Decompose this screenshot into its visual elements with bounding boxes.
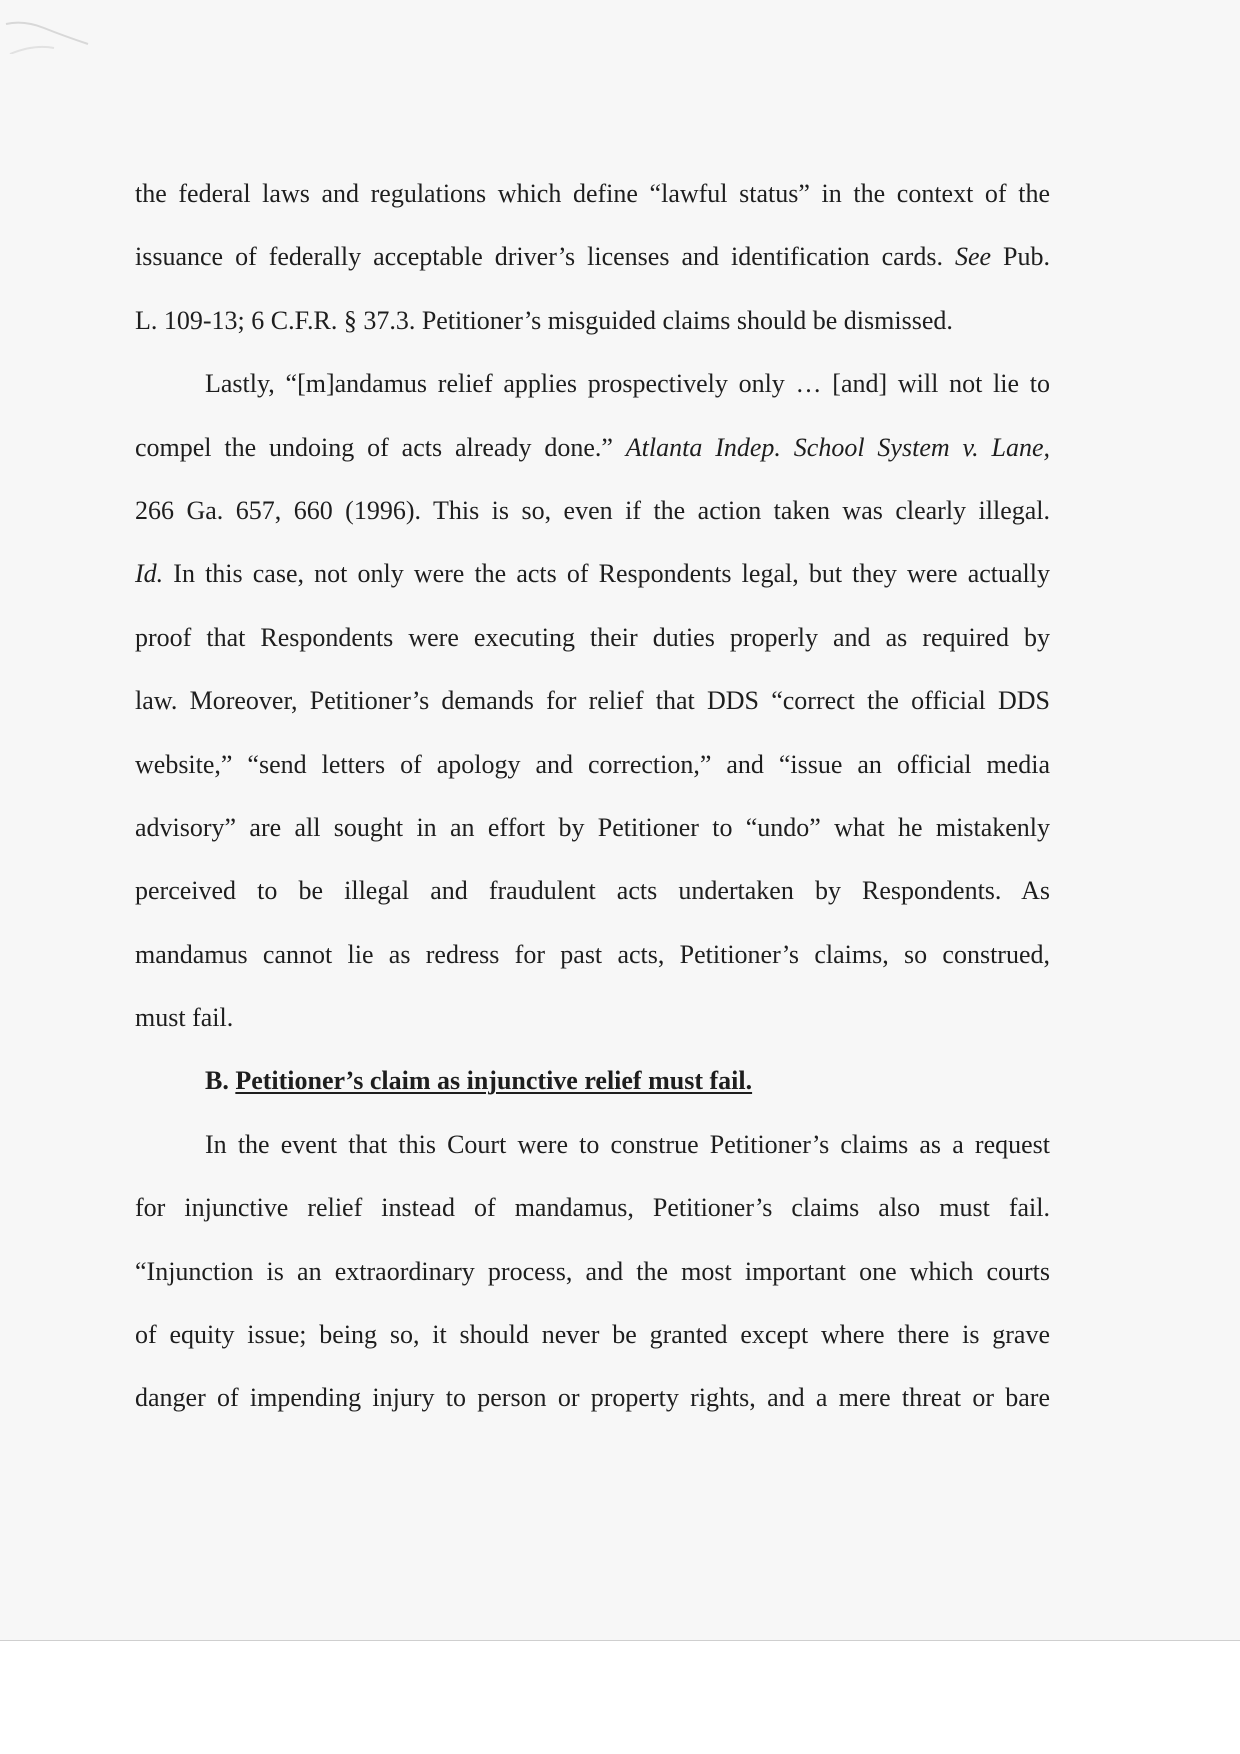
scan-background [0, 1641, 1240, 1754]
text-line: Lastly, “[m]andamus relief applies prospectively only … [and] will not lie to [205, 369, 1050, 399]
text-line: issuance of federally acceptable driver’s licenses and identification cards. See Pub. [135, 242, 1051, 272]
text-line: website,” “send letters of apology and correction,” and “issue an official media [135, 749, 1050, 779]
scan-artifact-mark [4, 14, 94, 54]
text-line: 266 Ga. 657, 660 (1996). This is so, even if the action taken was clearly illegal. [135, 495, 1050, 525]
text-line: L. 109-13; 6 C.F.R. § 37.3. Petitioner’s misguided claims should be dismissed. [135, 305, 953, 335]
text-line: proof that Respondents were executing their duties properly and as required by [135, 622, 1050, 652]
text-line: danger of impending injury to person or property rights, and a mere threat or bare [135, 1383, 1050, 1413]
text-line: “Injunction is an extraordinary process, and the most important one which courts [135, 1256, 1050, 1286]
section-title: Petitioner’s claim as injunctive relief must fail. [235, 1066, 753, 1096]
id-citation: Id. [135, 559, 164, 589]
citation-signal: See [954, 242, 992, 272]
text-line: perceived to be illegal and fraudulent acts undertaken by Respondents. As [135, 876, 1050, 906]
text-line: Id. In this case, not only were the acts of Respondents legal, but they were actually [135, 559, 1050, 589]
section-label: B. [205, 1066, 229, 1096]
text-line: mandamus cannot lie as redress for past acts, Petitioner’s claims, so construed, [135, 939, 1050, 969]
text-line: must fail. [135, 1003, 234, 1033]
case-citation: Atlanta Indep. School System v. Lane, [625, 432, 1050, 462]
text-line: of equity issue; being so, it should never be granted except where there is grave [135, 1320, 1050, 1350]
text-line: advisory” are all sought in an effort by Petitioner to “undo” what he mistakenly [135, 812, 1050, 842]
text-line: the federal laws and regulations which define “lawful status” in the context of the [135, 179, 1050, 208]
text-line: for injunctive relief instead of mandamus, Petitioner’s claims also must fail. [135, 1193, 1050, 1223]
text-line: In the event that this Court were to construe Petitioner’s claims as a request [205, 1129, 1050, 1159]
document-body [135, 162, 1050, 1430]
text-line: compel the undoing of acts already done.” Atlanta Indep. School System v. Lane, [135, 432, 1050, 462]
section-heading [135, 1049, 1050, 1112]
text-line: law. Moreover, Petitioner’s demands for relief that DDS “correct the official DDS [135, 686, 1050, 716]
